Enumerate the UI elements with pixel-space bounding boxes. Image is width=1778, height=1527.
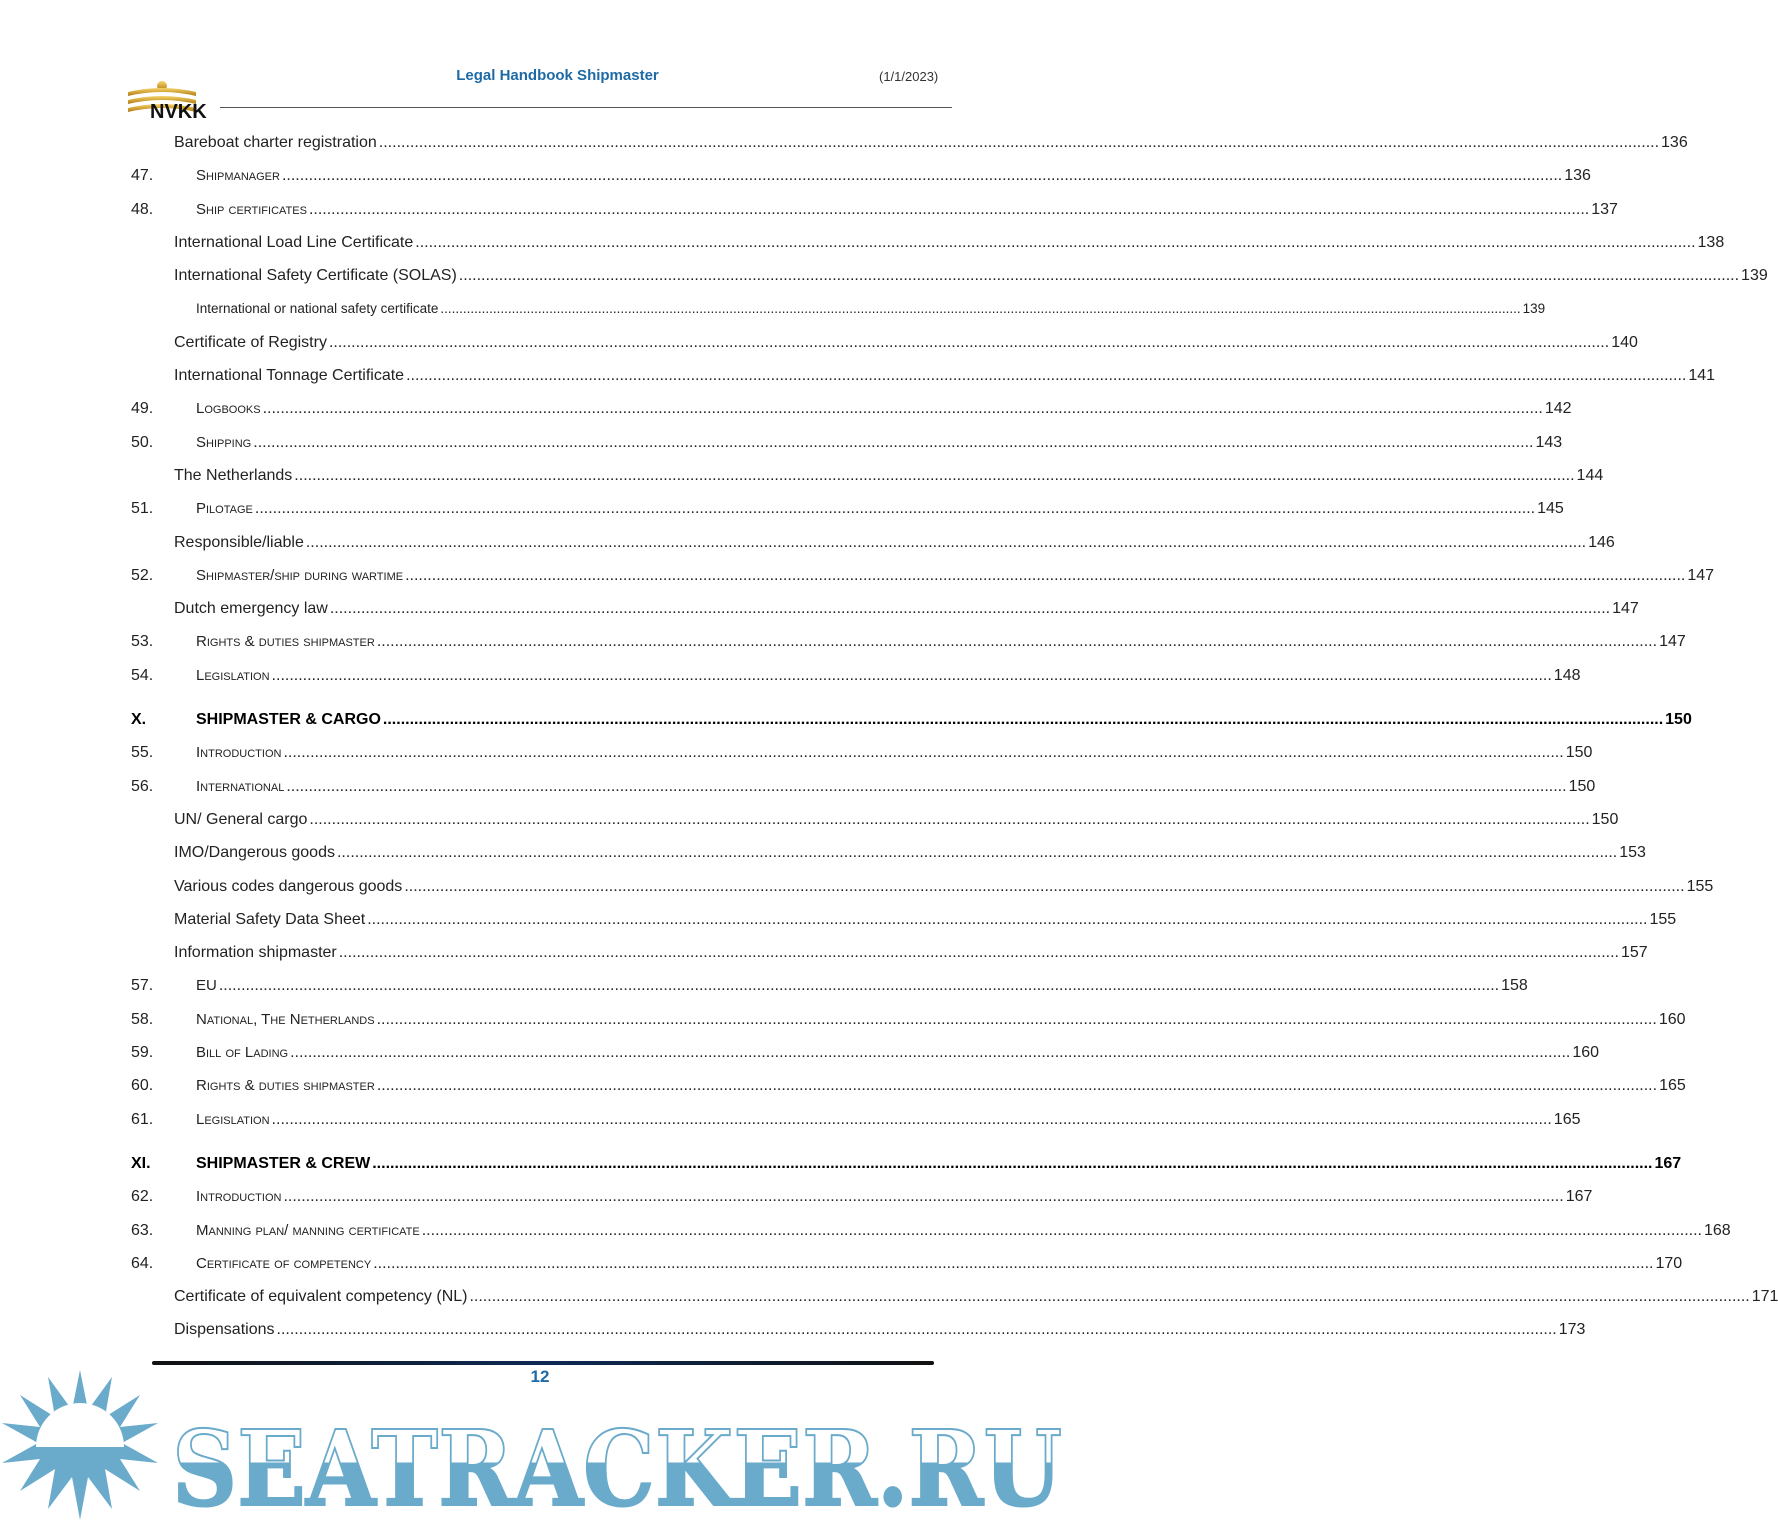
- dot-leader: [283, 1180, 1563, 1213]
- toc-entry-page: 145: [1537, 500, 1564, 518]
- dot-leader: [404, 870, 1684, 903]
- dot-leader: [272, 659, 1552, 692]
- toc-entry-number: 61.: [131, 1110, 154, 1128]
- nvkk-logo: [126, 80, 210, 123]
- toc-entry-title: Legislation: [196, 666, 270, 684]
- dot-leader: [367, 903, 1647, 936]
- toc-entry-number: 64.: [131, 1254, 154, 1272]
- toc-entry[interactable]: [131, 770, 1596, 803]
- dot-leader: [459, 259, 1739, 292]
- toc-entry-title: Bill of Lading: [196, 1044, 289, 1062]
- toc-entry-title: Pilotage: [196, 500, 253, 518]
- toc-entry-number: X.: [131, 711, 147, 729]
- toc-entry-page: 140: [1611, 333, 1638, 351]
- toc-entry-title: EU: [196, 977, 217, 995]
- toc-entry-title: International Safety Certificate (SOLAS): [174, 267, 457, 285]
- toc-entry-page: 150: [1665, 711, 1692, 729]
- toc-entry[interactable]: [131, 870, 1714, 903]
- toc-entry-title: Logbooks: [196, 400, 261, 418]
- toc-entry[interactable]: [131, 292, 1546, 325]
- toc-entry-title: Bareboat charter registration: [174, 134, 377, 151]
- toc-entry-title: International or national safety certificate: [196, 301, 439, 317]
- dot-leader: [377, 1069, 1657, 1102]
- dot-leader: [286, 770, 1566, 803]
- toc-entry-page: 147: [1612, 600, 1639, 618]
- toc-entry[interactable]: [131, 359, 1716, 392]
- dot-leader: [294, 459, 1574, 492]
- toc-entry-page: 136: [1564, 167, 1591, 185]
- toc-entry-title: Certificate of equivalent competency (NL): [174, 1288, 468, 1306]
- toc-entry[interactable]: [131, 703, 1692, 736]
- header-title: Legal Handbook Shipmaster: [456, 67, 659, 84]
- toc-entry[interactable]: [131, 492, 1564, 525]
- toc-entry[interactable]: [131, 625, 1686, 658]
- toc-entry-number: XI.: [131, 1154, 151, 1172]
- toc-entry[interactable]: [131, 459, 1604, 492]
- toc-entry[interactable]: [131, 1036, 1600, 1069]
- toc-entry-page: 173: [1558, 1321, 1586, 1339]
- toc-entry-page: 158: [1501, 977, 1528, 995]
- toc-entry-page: 150: [1565, 744, 1593, 762]
- toc-entry[interactable]: [131, 526, 1615, 559]
- toc-entry-title: Legislation: [196, 1110, 270, 1128]
- toc-entry-page: 165: [1659, 1077, 1686, 1095]
- toc-entry-title: Introduction: [196, 1188, 282, 1206]
- toc-entry-page: 168: [1703, 1221, 1731, 1239]
- toc-entry-number: 51.: [131, 500, 154, 518]
- dot-leader: [330, 592, 1610, 625]
- sun-icon: [2, 1370, 158, 1520]
- toc-entry-title: International Load Line Certificate: [174, 233, 414, 251]
- toc-entry[interactable]: [131, 392, 1572, 425]
- toc-entry-number: 60.: [131, 1077, 154, 1095]
- toc-entry-page: 139: [1741, 267, 1768, 285]
- dot-leader: [469, 1280, 1749, 1313]
- header-divider: [220, 107, 952, 108]
- toc-entry-number: 56.: [131, 777, 154, 795]
- toc-entry-page: 144: [1576, 466, 1604, 484]
- dot-leader: [309, 803, 1589, 836]
- toc-entry-page: 167: [1565, 1188, 1593, 1206]
- dot-leader: [377, 625, 1657, 658]
- toc-entry-page: 136: [1661, 134, 1688, 151]
- toc-entry[interactable]: [131, 159, 1591, 192]
- toc-entry[interactable]: [131, 226, 1725, 259]
- toc-entry[interactable]: [131, 936, 1648, 969]
- toc-entry[interactable]: [131, 1003, 1686, 1036]
- watermark-text: SEATRACKER.RU: [172, 1407, 1062, 1527]
- header-date: (1/1/2023): [879, 69, 939, 84]
- toc-entry-title: Material Safety Data Sheet: [174, 910, 366, 928]
- toc-entry-page: 150: [1568, 777, 1596, 795]
- toc-entry-number: 53.: [131, 633, 154, 651]
- dot-leader: [272, 1103, 1552, 1136]
- seatracker-watermark: [0, 1365, 1080, 1527]
- toc-entry-page: 157: [1620, 944, 1648, 962]
- dot-leader: [306, 526, 1586, 559]
- toc-entry[interactable]: [131, 1280, 1778, 1313]
- dot-leader: [337, 836, 1617, 869]
- toc-entry-number: 52.: [131, 566, 154, 584]
- toc-entry-number: 49.: [131, 400, 154, 418]
- toc-entry[interactable]: [131, 903, 1677, 936]
- toc-entry-number: 54.: [131, 666, 154, 684]
- toc-entry[interactable]: [131, 259, 1768, 292]
- toc-entry-title: IMO/Dangerous goods: [174, 844, 335, 862]
- toc-entry-title: International: [196, 777, 285, 795]
- toc-entry[interactable]: [131, 659, 1581, 692]
- toc-entry-page: 142: [1544, 400, 1572, 418]
- toc-entry-page: 138: [1697, 233, 1725, 251]
- toc-entry-title: Manning plan/ manning certificate: [196, 1221, 420, 1239]
- toc-entry[interactable]: [131, 1313, 1586, 1346]
- toc-entry[interactable]: [131, 836, 1646, 869]
- dot-leader: [339, 936, 1619, 969]
- toc-entry[interactable]: [131, 592, 1639, 625]
- dot-leader: [255, 492, 1535, 525]
- toc-entry-number: 62.: [131, 1188, 154, 1206]
- toc-entry-title: Various codes dangerous goods: [174, 877, 403, 895]
- toc-entry-page: 143: [1535, 433, 1563, 451]
- toc-entry-page: 147: [1687, 566, 1715, 584]
- dot-leader: [219, 969, 1499, 1002]
- toc-entry-number: 50.: [131, 433, 154, 451]
- toc-entry[interactable]: [131, 426, 1563, 459]
- toc-entry[interactable]: [131, 803, 1619, 836]
- toc-entry-page: 167: [1654, 1154, 1682, 1172]
- toc-entry-number: 47.: [131, 167, 154, 185]
- dot-leader: [440, 292, 1520, 325]
- dot-leader: [283, 736, 1563, 769]
- toc-entry[interactable]: [131, 1103, 1581, 1136]
- toc-entry-page: 146: [1588, 533, 1615, 551]
- toc-entry-title: Dispensations: [174, 1321, 275, 1339]
- toc-entry-title: Dutch emergency law: [174, 600, 328, 618]
- toc-entry-title: Ship certificates: [196, 200, 307, 218]
- toc-entry-title: Information shipmaster: [174, 944, 337, 962]
- toc-entry-page: 141: [1688, 367, 1716, 385]
- table-of-contents: [131, 126, 1778, 1347]
- dot-leader: [329, 326, 1609, 359]
- page-number: 12: [530, 1367, 550, 1386]
- toc-entry-number: 48.: [131, 200, 154, 218]
- toc-entry-page: 160: [1572, 1044, 1600, 1062]
- toc-entry-page: 155: [1649, 910, 1677, 928]
- toc-entry-title: Rights & duties shipmaster: [196, 1077, 375, 1095]
- toc-entry[interactable]: [131, 1214, 1731, 1247]
- toc-entry-page: 160: [1658, 1010, 1686, 1028]
- toc-entry-page: 137: [1591, 200, 1618, 218]
- toc-entry[interactable]: [131, 969, 1528, 1002]
- toc-entry-page: 171: [1751, 1288, 1778, 1306]
- dot-leader: [277, 1313, 1557, 1346]
- toc-entry-title: UN/ General cargo: [174, 810, 308, 828]
- toc-entry-page: 165: [1553, 1110, 1581, 1128]
- toc-entry-page: 147: [1659, 633, 1686, 651]
- toc-entry[interactable]: [131, 1247, 1683, 1280]
- toc-entry[interactable]: [131, 736, 1593, 769]
- toc-entry-title: Certificate of Registry: [174, 333, 327, 351]
- dot-leader: [373, 1247, 1653, 1280]
- toc-entry[interactable]: [131, 1069, 1686, 1102]
- dot-leader: [290, 1036, 1570, 1069]
- toc-entry-title: Shipmanager: [196, 167, 280, 185]
- toc-entry-number: 57.: [131, 977, 154, 995]
- dot-leader: [282, 159, 1562, 192]
- dot-leader: [406, 359, 1686, 392]
- svg-text:NVKK: NVKK: [150, 101, 207, 123]
- dot-leader: [263, 392, 1543, 425]
- dot-leader: [372, 1147, 1652, 1180]
- toc-entry-number: 55.: [131, 744, 154, 762]
- toc-entry-title: Rights & duties shipmaster: [196, 633, 375, 651]
- toc-entry-page: 155: [1686, 877, 1714, 895]
- toc-entry[interactable]: [131, 126, 1688, 159]
- dot-leader: [415, 226, 1695, 259]
- toc-entry-page: 148: [1553, 666, 1581, 684]
- toc-entry-page: 150: [1591, 810, 1619, 828]
- dot-leader: [253, 426, 1533, 459]
- toc-entry[interactable]: [131, 326, 1638, 359]
- dot-leader: [383, 703, 1663, 736]
- toc-entry-title: Responsible/liable: [174, 533, 304, 551]
- toc-entry[interactable]: [131, 193, 1618, 226]
- toc-entry-title: Certificate of competency: [196, 1254, 372, 1272]
- dot-leader: [379, 126, 1659, 159]
- toc-entry-title: National, The Netherlands: [196, 1010, 375, 1028]
- toc-entry-title: The Netherlands: [174, 466, 293, 484]
- toc-entry-number: 63.: [131, 1221, 154, 1239]
- toc-entry-number: 58.: [131, 1010, 154, 1028]
- toc-entry[interactable]: [131, 1180, 1593, 1213]
- toc-entry-page: 139: [1522, 301, 1546, 317]
- toc-entry-title: Shipmaster/ship during wartime: [196, 566, 404, 584]
- toc-entry[interactable]: [131, 559, 1715, 592]
- dot-leader: [405, 559, 1685, 592]
- toc-entry-title: Introduction: [196, 744, 282, 762]
- toc-entry-page: 153: [1619, 844, 1646, 862]
- toc-entry-title: SHIPMASTER & CARGO: [196, 711, 381, 729]
- dot-leader: [309, 193, 1589, 226]
- dot-leader: [422, 1214, 1702, 1247]
- dot-leader: [377, 1003, 1657, 1036]
- toc-entry-title: International Tonnage Certificate: [174, 367, 405, 385]
- toc-entry-page: 170: [1655, 1254, 1683, 1272]
- toc-entry-title: SHIPMASTER & CREW: [196, 1154, 371, 1172]
- toc-entry-number: 59.: [131, 1044, 154, 1062]
- toc-entry-title: Shipping: [196, 433, 252, 451]
- toc-entry[interactable]: [131, 1147, 1682, 1180]
